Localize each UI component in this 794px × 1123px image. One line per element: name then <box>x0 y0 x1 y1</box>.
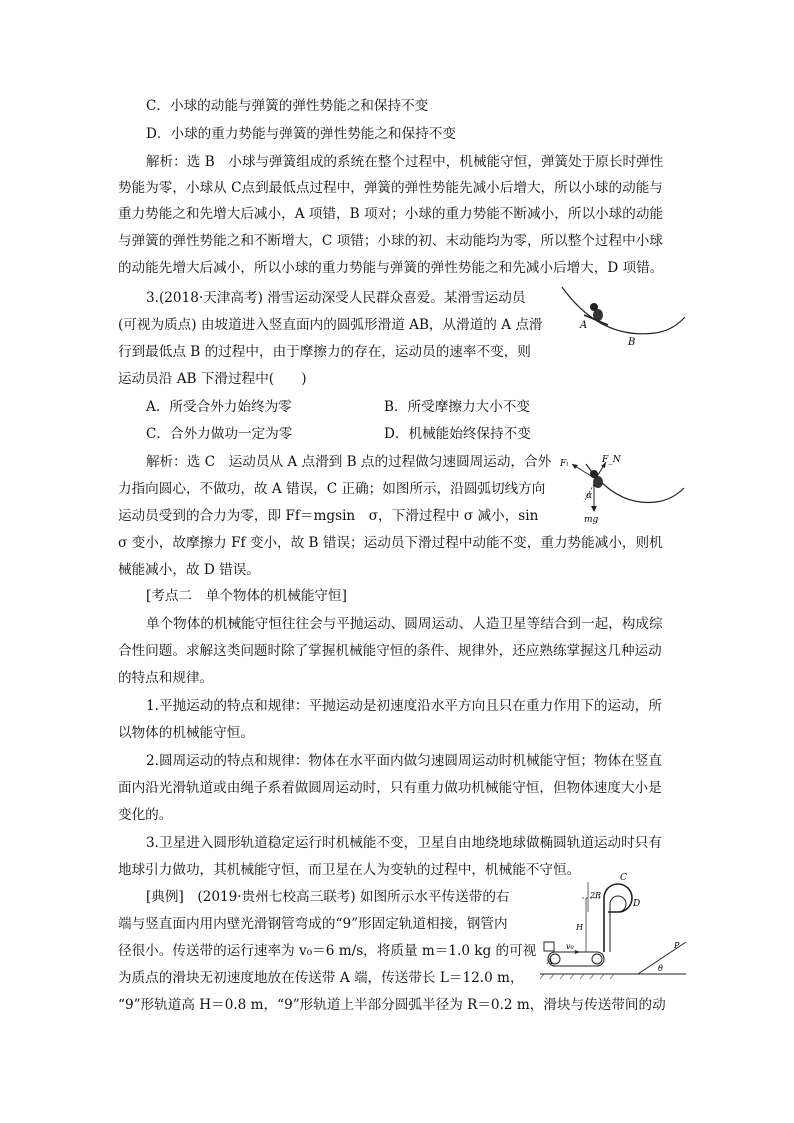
nine-track <box>604 884 632 952</box>
question-3-line: 行到最低点 B 的过程中，由于摩擦力的存在，运动员的速率不变，则 <box>118 344 531 360</box>
alpha-label: α <box>586 491 593 501</box>
point-2-line: 面内沿光滑轨道或由绳子系着做圆周运动时，只有重力做功机械能守恒，但物体速度大小是 <box>118 780 662 796</box>
point-b-label: B <box>628 337 636 348</box>
ski-slope-figure <box>560 285 690 350</box>
section-line: 单个物体的机械能守恒往往会与平抛运动、圆周运动、人造卫星等结合到一起，构成综 <box>146 616 663 632</box>
mg-label: mg <box>584 515 599 524</box>
question-3-line: (可视为质点) 由坡道进入竖直面内的圆弧形滑道 AB，从滑道的 A 点滑 <box>118 317 543 333</box>
point-p-label: P <box>674 941 680 950</box>
point-a-label: A <box>547 957 553 966</box>
point-1-line: 以物体的机械能守恒。 <box>118 725 254 741</box>
analysis-line: 解析：选 B 小球与弹簧组成的系统在整个过程中，机械能守恒，弹簧处于原长时弹性 <box>146 154 664 170</box>
example-line: [典例] (2019·贵州七校高三联考) 如图所示水平传送带的右 <box>146 889 510 905</box>
option-c: C．合外力做功一定为零 <box>146 426 293 442</box>
option-a: A．所受合外力始终为零 <box>146 399 292 415</box>
option-d-prev: D．小球的重力势能与弹簧的弹性势能之和保持不变 <box>146 126 456 142</box>
point-c-label: C <box>620 873 627 883</box>
section-heading: [考点二 单个物体的机械能守恒] <box>146 588 347 604</box>
analysis-line: 重力势能之和先增大后减小，A 项错，B 项对；小球的重力势能不断减小，所以小球的动能 <box>118 206 664 222</box>
point-1-line: 1.平抛运动的特点和规律：平抛运动是初速度沿水平方向且只在重力作用下的运动，所 <box>146 698 662 714</box>
option-d: D．机械能始终保持不变 <box>384 426 531 442</box>
force-diagram-figure <box>556 452 688 524</box>
analysis-line: 势能为零，小球从 C点到最低点过程中，弹簧的弹性势能先减小后增大，所以小球的动能与 <box>118 180 663 196</box>
analysis-line: 的动能先增大后减小，所以小球的重力势能与弹簧的弹性势能之和先减小后增大，D 项错。 <box>118 260 664 276</box>
point-2-line: 变化的。 <box>118 807 173 823</box>
question-3-line: 3.(2018·天津高考) 滑雪运动深受人民群众喜爱。某滑雪运动员 <box>146 290 526 306</box>
point-3-line: 3.卫星进入圆形轨道稳定运行时机械能不变，卫星自由地绕地球做椭圆轨道运动时只有 <box>146 835 662 851</box>
analysis-3-line: 械能减小，故 D 错误。 <box>118 562 260 578</box>
slider-block <box>544 942 554 951</box>
analysis-3-line: 力指向圆心，不做功，故 A 错误，C 正确；如图所示，沿圆弧切线方向 <box>118 481 546 497</box>
option-c-prev: C．小球的动能与弹簧的弹性势能之和保持不变 <box>146 98 429 114</box>
point-2-line: 2.圆周运动的特点和规律：物体在水平面内做匀速圆周运动时机械能守恒；物体在竖直 <box>146 753 662 769</box>
section-line: 的特点和规律。 <box>118 670 214 686</box>
analysis-3-line: σ 变小，故摩擦力 Ff 变小，故 B 错误；运动员下滑过程中动能不变，重力势能减小，则机 <box>118 535 663 551</box>
point-a-label: A <box>580 320 588 331</box>
theta-label: θ <box>658 964 663 973</box>
example-line: 径很小。传送带的运行速率为 v₀＝6 m/s，将质量 m＝1.0 kg 的可视 <box>118 943 537 959</box>
2r-label: 2R <box>590 891 602 900</box>
section-line: 合性问题。求解这类问题时除了掌握机械能守恒的条件、规律外，还应熟练掌握这几种运动 <box>118 643 662 659</box>
option-b: B．所受摩擦力大小不变 <box>384 399 530 415</box>
analysis-line: 与弹簧的弹性势能之和不断增大，C 项错；小球的初、末动能均为零，所以整个过程中小球 <box>118 233 663 249</box>
example-line: 端与竖直面内用内壁光滑钢管弯成的“9”形固定轨道相接，钢管内 <box>118 916 508 932</box>
conveyor-track-figure <box>540 868 690 980</box>
point-3-line: 地球引力做功，其机械能守恒，而卫星在人为变轨的过程中，机械能不守恒。 <box>118 862 581 878</box>
analysis-3-line: 运动员受到的合力为零，即 Ff＝mgsin σ，下滑过程中 σ 减小，sin <box>118 508 539 524</box>
question-3-line: 运动员沿 AB 下滑过程中( ) <box>118 371 307 387</box>
analysis-3-line: 解析：选 C 运动员从 A 点滑到 B 点的过程做匀速圆周运动，合外 <box>146 454 552 470</box>
fn-label: F_N <box>602 455 621 465</box>
example-line: “9”形轨道高 H＝0.8 m，“9”形轨道上半部分圆弧半径为 R＝0.2 m，滑块与传送带间的动 <box>118 997 666 1013</box>
example-line: 为质点的滑块无初速度地放在传送带 A 端，传送带长 L＝12.0 m， <box>118 970 524 986</box>
skier-icon <box>590 470 603 488</box>
v0-label: v₀ <box>566 942 574 951</box>
ff-label: Fₗ <box>560 459 569 469</box>
point-d-label: D <box>633 899 641 909</box>
h-label: H <box>576 923 583 932</box>
